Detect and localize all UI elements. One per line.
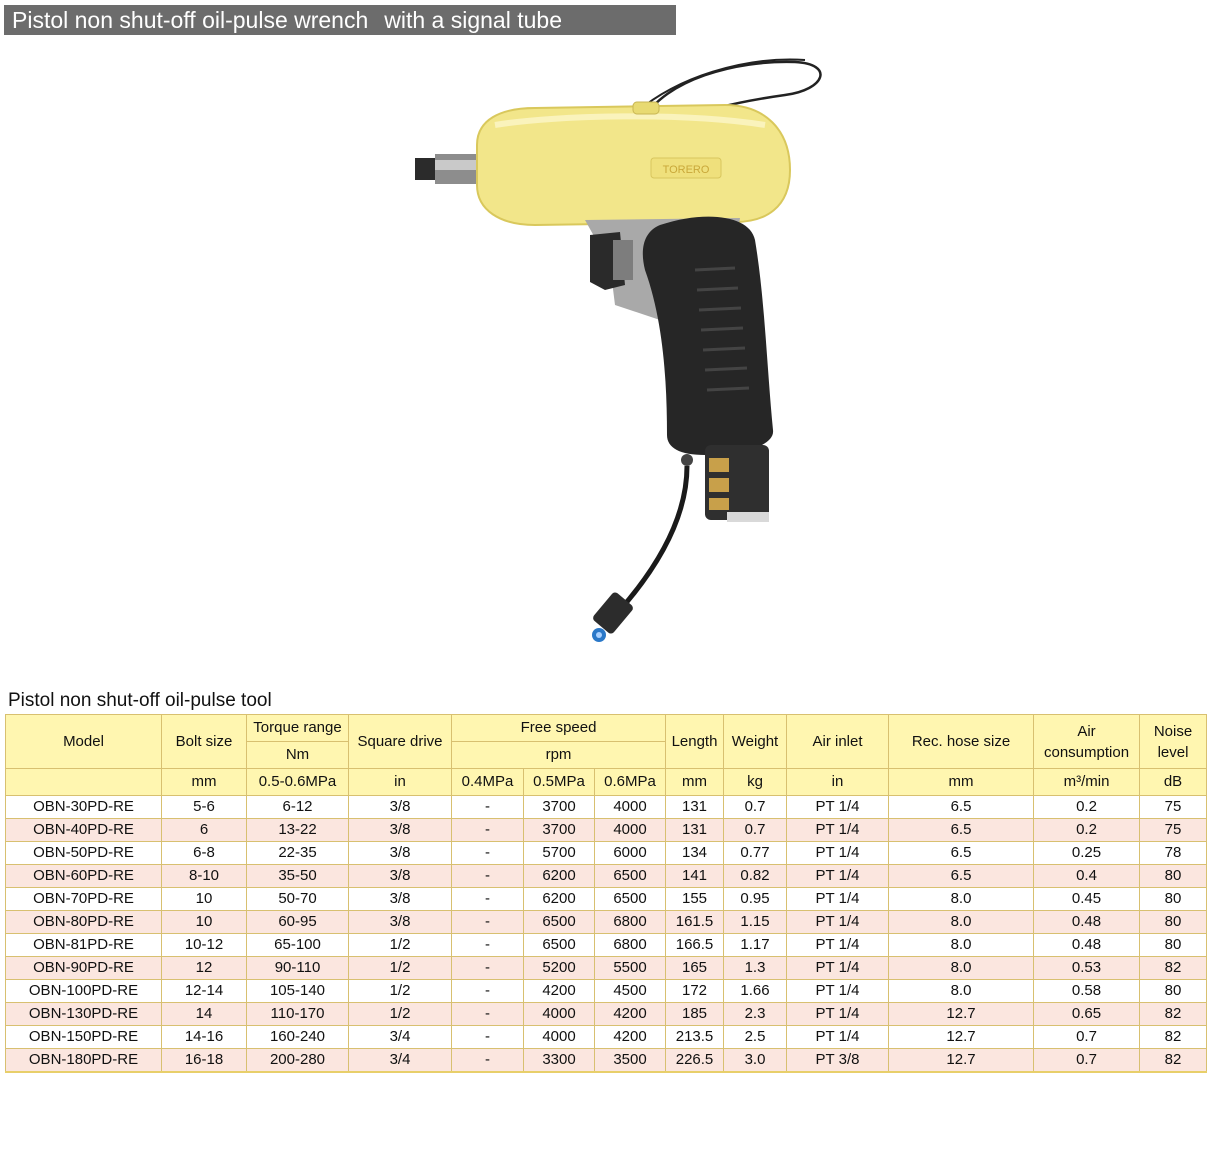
table-caption: Pistol non shut-off oil-pulse tool: [8, 690, 272, 711]
cell-weight: 1.15: [724, 911, 787, 934]
cell-model: OBN-130PD-RE: [6, 1003, 162, 1026]
oil-pulse-wrench-image: [405, 50, 835, 650]
cell-torque-range: 160-240: [247, 1026, 349, 1049]
header-model: Model: [6, 715, 162, 769]
unit-speed-06: 0.6MPa: [595, 769, 666, 796]
cell-length: 166.5: [666, 934, 724, 957]
square-drive-anvil: [415, 158, 437, 180]
cell-hose-size: 6.5: [889, 796, 1034, 819]
page-title-banner: [4, 5, 676, 35]
cell-torque-range: 60-95: [247, 911, 349, 934]
table-row: [6, 934, 1207, 957]
cell-model: OBN-60PD-RE: [6, 865, 162, 888]
cell-model: OBN-40PD-RE: [6, 819, 162, 842]
cell-torque-range: 90-110: [247, 957, 349, 980]
unit-noise-level: dB: [1140, 769, 1207, 796]
cell-model: OBN-150PD-RE: [6, 1026, 162, 1049]
table-row: [6, 957, 1207, 980]
unit-blank: [6, 769, 162, 796]
header-bolt-size: Bolt size: [162, 715, 247, 769]
cell-square-drive: 3/8: [349, 888, 452, 911]
cell-length: 131: [666, 796, 724, 819]
table-row: [6, 1026, 1207, 1049]
cell-speed-06: 6500: [595, 865, 666, 888]
cell-speed-04: -: [452, 911, 524, 934]
cell-torque-range: 50-70: [247, 888, 349, 911]
table-row: [6, 865, 1207, 888]
table-row: [6, 980, 1207, 1003]
header-hose-size: Rec. hose size: [889, 715, 1034, 769]
signal-tube: [620, 466, 687, 610]
cell-model: OBN-81PD-RE: [6, 934, 162, 957]
cell-air-inlet: PT 1/4: [787, 957, 889, 980]
header-air-inlet: Air inlet: [787, 715, 889, 769]
cell-speed-06: 4000: [595, 796, 666, 819]
cell-weight: 0.95: [724, 888, 787, 911]
cell-torque-range: 22-35: [247, 842, 349, 865]
cell-length: 155: [666, 888, 724, 911]
cell-model: OBN-50PD-RE: [6, 842, 162, 865]
cell-bolt-size: 12: [162, 957, 247, 980]
cell-air-inlet: PT 1/4: [787, 980, 889, 1003]
cell-speed-05: 4200: [524, 980, 595, 1003]
cell-noise-level: 75: [1140, 819, 1207, 842]
cell-speed-06: 6800: [595, 911, 666, 934]
cell-length: 131: [666, 819, 724, 842]
cell-bolt-size: 12-14: [162, 980, 247, 1003]
table-row: [6, 842, 1207, 865]
cell-square-drive: 1/2: [349, 934, 452, 957]
page-subtitle: with a signal tube: [384, 7, 562, 33]
unit-air-consumption: m³/min: [1034, 769, 1140, 796]
cell-length: 226.5: [666, 1049, 724, 1073]
cell-torque-range: 35-50: [247, 865, 349, 888]
cell-square-drive: 3/8: [349, 819, 452, 842]
cell-hose-size: 12.7: [889, 1049, 1034, 1073]
cell-speed-05: 6200: [524, 888, 595, 911]
cell-bolt-size: 6: [162, 819, 247, 842]
cell-speed-04: -: [452, 980, 524, 1003]
cell-speed-05: 6200: [524, 865, 595, 888]
cell-length: 172: [666, 980, 724, 1003]
cell-torque-range: 6-12: [247, 796, 349, 819]
cell-model: OBN-180PD-RE: [6, 1049, 162, 1073]
cell-length: 141: [666, 865, 724, 888]
cell-square-drive: 3/8: [349, 865, 452, 888]
cell-noise-level: 82: [1140, 957, 1207, 980]
table-row: [6, 819, 1207, 842]
cell-speed-05: 3700: [524, 796, 595, 819]
cell-noise-level: 80: [1140, 934, 1207, 957]
cell-weight: 1.17: [724, 934, 787, 957]
unit-air-inlet: in: [787, 769, 889, 796]
unit-speed-04: 0.4MPa: [452, 769, 524, 796]
cell-noise-level: 82: [1140, 1049, 1207, 1073]
cell-hose-size: 12.7: [889, 1026, 1034, 1049]
cell-noise-level: 80: [1140, 980, 1207, 1003]
cell-length: 213.5: [666, 1026, 724, 1049]
cell-bolt-size: 10: [162, 888, 247, 911]
cell-square-drive: 1/2: [349, 1003, 452, 1026]
unit-torque-pressure: 0.5-0.6MPa: [247, 769, 349, 796]
cell-hose-size: 8.0: [889, 980, 1034, 1003]
brand-label: TORERO: [662, 164, 710, 176]
cell-air-inlet: PT 1/4: [787, 796, 889, 819]
table-row: [6, 1003, 1207, 1026]
unit-hose-size: mm: [889, 769, 1034, 796]
header-weight: Weight: [724, 715, 787, 769]
cell-hose-size: 12.7: [889, 1003, 1034, 1026]
cell-hose-size: 6.5: [889, 865, 1034, 888]
cell-weight: 1.66: [724, 980, 787, 1003]
cell-speed-05: 3700: [524, 819, 595, 842]
cell-bolt-size: 8-10: [162, 865, 247, 888]
unit-speed-05: 0.5MPa: [524, 769, 595, 796]
cell-speed-05: 4000: [524, 1026, 595, 1049]
cell-hose-size: 8.0: [889, 911, 1034, 934]
cell-square-drive: 3/8: [349, 796, 452, 819]
unit-bolt-size: mm: [162, 769, 247, 796]
cell-hose-size: 8.0: [889, 957, 1034, 980]
header-air-consumption: Air consumption: [1034, 715, 1140, 769]
cell-speed-06: 4500: [595, 980, 666, 1003]
cell-air-consumption: 0.7: [1034, 1049, 1140, 1073]
cell-length: 165: [666, 957, 724, 980]
unit-weight: kg: [724, 769, 787, 796]
cell-length: 134: [666, 842, 724, 865]
cell-speed-05: 3300: [524, 1049, 595, 1073]
cell-torque-range: 105-140: [247, 980, 349, 1003]
cell-speed-06: 4200: [595, 1003, 666, 1026]
cell-air-consumption: 0.2: [1034, 819, 1140, 842]
grip-handle: [643, 217, 773, 455]
cell-length: 161.5: [666, 911, 724, 934]
cell-speed-04: -: [452, 796, 524, 819]
cell-bolt-size: 10: [162, 911, 247, 934]
cell-bolt-size: 14: [162, 1003, 247, 1026]
cell-speed-06: 4200: [595, 1026, 666, 1049]
cell-noise-level: 75: [1140, 796, 1207, 819]
cell-torque-range: 13-22: [247, 819, 349, 842]
cell-speed-05: 5200: [524, 957, 595, 980]
table-row: [6, 888, 1207, 911]
header-free-speed: Free speed: [452, 715, 666, 742]
cell-air-consumption: 0.53: [1034, 957, 1140, 980]
cell-air-inlet: PT 1/4: [787, 1026, 889, 1049]
cell-torque-range: 110-170: [247, 1003, 349, 1026]
cell-square-drive: 1/2: [349, 957, 452, 980]
cell-speed-06: 3500: [595, 1049, 666, 1073]
cell-bolt-size: 6-8: [162, 842, 247, 865]
cell-speed-05: 6500: [524, 911, 595, 934]
cell-model: OBN-70PD-RE: [6, 888, 162, 911]
spec-table-body: [6, 796, 1207, 1073]
cell-air-consumption: 0.48: [1034, 911, 1140, 934]
cell-model: OBN-90PD-RE: [6, 957, 162, 980]
cell-weight: 2.3: [724, 1003, 787, 1026]
cell-air-consumption: 0.2: [1034, 796, 1140, 819]
unit-speed: rpm: [452, 742, 666, 769]
cell-model: OBN-80PD-RE: [6, 911, 162, 934]
cell-noise-level: 82: [1140, 1026, 1207, 1049]
cell-air-consumption: 0.7: [1034, 1026, 1140, 1049]
cell-square-drive: 1/2: [349, 980, 452, 1003]
cell-speed-05: 6500: [524, 934, 595, 957]
cell-air-consumption: 0.58: [1034, 980, 1140, 1003]
cell-air-inlet: PT 1/4: [787, 865, 889, 888]
cell-square-drive: 3/4: [349, 1049, 452, 1073]
cell-air-consumption: 0.4: [1034, 865, 1140, 888]
cell-air-inlet: PT 1/4: [787, 934, 889, 957]
cell-square-drive: 3/4: [349, 1026, 452, 1049]
cell-air-inlet: PT 1/4: [787, 1003, 889, 1026]
cell-air-consumption: 0.45: [1034, 888, 1140, 911]
cell-speed-06: 6500: [595, 888, 666, 911]
spec-table: [5, 714, 1207, 1073]
cell-air-inlet: PT 1/4: [787, 842, 889, 865]
cell-weight: 0.7: [724, 819, 787, 842]
cell-bolt-size: 5-6: [162, 796, 247, 819]
cell-speed-05: 4000: [524, 1003, 595, 1026]
header-length: Length: [666, 715, 724, 769]
header-square-drive: Square drive: [349, 715, 452, 769]
cell-bolt-size: 14-16: [162, 1026, 247, 1049]
unit-torque: Nm: [247, 742, 349, 769]
cell-speed-04: -: [452, 888, 524, 911]
cell-speed-06: 5500: [595, 957, 666, 980]
cell-torque-range: 200-280: [247, 1049, 349, 1073]
unit-length: mm: [666, 769, 724, 796]
cell-speed-04: -: [452, 1049, 524, 1073]
cell-air-consumption: 0.48: [1034, 934, 1140, 957]
cell-weight: 0.77: [724, 842, 787, 865]
cell-air-inlet: PT 1/4: [787, 911, 889, 934]
cell-noise-level: 80: [1140, 911, 1207, 934]
cell-air-inlet: PT 1/4: [787, 888, 889, 911]
cell-model: OBN-100PD-RE: [6, 980, 162, 1003]
cell-weight: 1.3: [724, 957, 787, 980]
cell-speed-06: 6800: [595, 934, 666, 957]
cell-air-consumption: 0.25: [1034, 842, 1140, 865]
cell-noise-level: 80: [1140, 888, 1207, 911]
header-torque-range: Torque range: [247, 715, 349, 742]
cell-speed-05: 5700: [524, 842, 595, 865]
cell-noise-level: 82: [1140, 1003, 1207, 1026]
page-title: Pistol non shut-off oil-pulse wrench: [12, 7, 369, 33]
cell-square-drive: 3/8: [349, 911, 452, 934]
cell-weight: 0.82: [724, 865, 787, 888]
cell-speed-04: -: [452, 957, 524, 980]
cell-air-inlet: PT 3/8: [787, 1049, 889, 1073]
cell-air-consumption: 0.65: [1034, 1003, 1140, 1026]
table-row: [6, 911, 1207, 934]
table-row: [6, 796, 1207, 819]
cell-speed-04: -: [452, 865, 524, 888]
cell-speed-04: -: [452, 842, 524, 865]
cell-noise-level: 78: [1140, 842, 1207, 865]
cell-weight: 2.5: [724, 1026, 787, 1049]
cell-speed-04: -: [452, 819, 524, 842]
cell-length: 185: [666, 1003, 724, 1026]
cell-bolt-size: 10-12: [162, 934, 247, 957]
cell-speed-06: 4000: [595, 819, 666, 842]
cell-air-inlet: PT 1/4: [787, 819, 889, 842]
unit-square-drive: in: [349, 769, 452, 796]
cell-speed-04: -: [452, 1026, 524, 1049]
cell-speed-06: 6000: [595, 842, 666, 865]
cell-hose-size: 8.0: [889, 934, 1034, 957]
cell-hose-size: 8.0: [889, 888, 1034, 911]
cell-weight: 3.0: [724, 1049, 787, 1073]
cell-speed-04: -: [452, 934, 524, 957]
cell-model: OBN-30PD-RE: [6, 796, 162, 819]
cell-hose-size: 6.5: [889, 819, 1034, 842]
cell-torque-range: 65-100: [247, 934, 349, 957]
cell-square-drive: 3/8: [349, 842, 452, 865]
cell-noise-level: 80: [1140, 865, 1207, 888]
cell-hose-size: 6.5: [889, 842, 1034, 865]
header-noise-level: Noise level: [1140, 715, 1207, 769]
table-row: [6, 1049, 1207, 1073]
cell-speed-04: -: [452, 1003, 524, 1026]
cell-bolt-size: 16-18: [162, 1049, 247, 1073]
cell-weight: 0.7: [724, 796, 787, 819]
